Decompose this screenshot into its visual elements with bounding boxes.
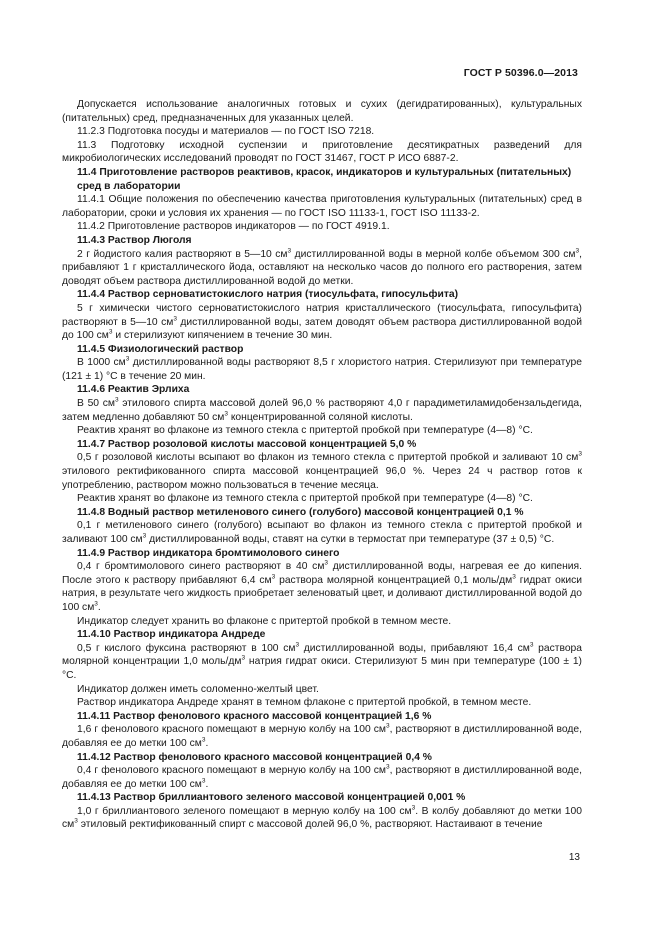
section-heading: 11.4.4 Раствор серноватистокислого натрия (тиосульфата, гипосульфита): [77, 289, 459, 301]
body-paragraph: 0,1 г метиленового синего (голубого) всыпают во флакон из темного стекла с притертой пробкой и заливают 100 $см^3$ дистиллированной воды, ставят на сутки в термостат при температуре (37 ± 0,5) °С.: [62, 520, 582, 545]
superscript: 3: [125, 355, 130, 363]
superscript: 3: [411, 804, 416, 812]
superscript: 3: [529, 641, 534, 649]
body-paragraph: 0,5 г кислого фуксина растворяют в 100 $см^3$ дистиллированной воды, прибавляют 16,4 $см^3$ раствора молярной концентрации 1,0 моль/$дм^3$ натрия гидрат окиси. Стерилизуют 5 мин при температуре (100 ± 1) °С.: [62, 641, 582, 681]
superscript: 3: [201, 736, 206, 744]
body-paragraph: Допускается использование аналогичных готовых и сухих (дегидратированных), культуральных (питательных) сред, предназначенных для указанных целей.: [62, 99, 582, 124]
body-paragraph: 0,4 г бромтимолового синего растворяют в 40 $см^3$ дистиллированной воды, нагревая ее до кипения. После этого к раствору прибавляют 6,4 $см^3$ раствора молярной концентрацией 0,1 моль/$дм^3$ гидрат окиси натрия, в результате чего жидкость приобретает зеленоватый цвет, и доливают дистиллированной водой до 100 $см^3$.: [62, 559, 583, 613]
section-heading: 11.4.7 Раствор розоловой кислоты массовой концентрацией 5,0 %: [77, 438, 417, 450]
body-paragraph: 1,0 г бриллиантового зеленого помещают в мерную колбу на 100 $см^3$. В колбу добавляют до метки 100 $см^3$ этиловый ректификованный спирт с массовой долей 96,0 %, растворяют. Настаивают в течение: [62, 804, 582, 831]
page-number: 13: [568, 852, 580, 863]
section-heading: 11.4.10 Раствор индикатора Андреде: [77, 629, 266, 641]
body-paragraph: Раствор индикатора Андреде хранят в темном флаконе с притертой пробкой, в темном месте.: [77, 697, 532, 709]
section-heading: 11.4.9 Раствор индикатора бромтимолового синего: [77, 547, 340, 559]
body-paragraph: 1,6 г фенолового красного помещают в мерную колбу на 100 $см^3$, растворяют в дистиллированной воде, добавляя ее до метки 100 $см^3$.: [62, 722, 583, 749]
section-heading: 11.4.12 Раствор фенолового красного массовой концентрацией 0,4 %: [77, 751, 432, 763]
superscript: 3: [578, 451, 582, 459]
superscript: 3: [241, 654, 246, 662]
document-header: ГОСТ Р 50396.0—2013: [463, 67, 578, 79]
document-body: [62, 98, 582, 832]
body-paragraph: Реактив хранят во флаконе из темного стекла с притертой пробкой при температуре (4—8) °С.: [77, 493, 533, 505]
superscript: 3: [94, 600, 98, 608]
body-paragraph: 2 г йодистого калия растворяют в 5—10 $см^3$ дистиллированной воды в мерной колбе объемом 300 $см^3$, прибавляют 1 г кристаллического йода, оставляют на несколько часов до полного его растворения, затем доводят объем раствора дистиллированной водой до метки.: [62, 247, 582, 287]
body-paragraph: 11.3 Подготовку исходной суспензии и приготовление десятикратных разведений для микробиологических исследований проводят по ГОСТ 31467, ГОСТ Р ИСО 6887-2.: [62, 139, 582, 165]
superscript: 3: [287, 247, 292, 255]
superscript: 3: [512, 573, 516, 581]
superscript: 3: [385, 763, 390, 771]
body-paragraph: 11.4.2 Приготовление растворов индикаторов — по ГОСТ 4919.1.: [77, 221, 390, 233]
section-heading: 11.4.11 Раствор фенолового красного массовой концентрацией 1,6 %: [77, 710, 432, 722]
body-paragraph: 5 г химически чистого серноватистокислого натрия кристаллического (тиосульфата, гипосульфита) растворяют в 5—10 $см^3$ дистиллированной воды, затем доводят объем раствора дистиллированной водой до 100 $см^3$ и стерилизуют кипячением в течение 30 мин.: [62, 302, 582, 342]
superscript: 3: [271, 573, 276, 581]
section-heading: 11.4.3 Раствор Люголя: [77, 234, 192, 246]
section-heading: 11.4.8 Водный раствор метиленового синего (голубого) массовой концентрацией 0,1 %: [77, 506, 524, 518]
body-paragraph: 11.4.1 Общие положения по обеспечению качества приготовления культуральных (питательных) сред в лаборатории, сроки и условия их хранения — по ГОСТ ISO 11133-1, ГОСТ ISO 11133-2.: [62, 194, 582, 219]
superscript: 3: [575, 247, 580, 255]
body-paragraph: В 50 $см^3$ этилового спирта массовой долей 96,0 % растворяют 4,0 г парадиметиламидобензальдегида, затем медленно добавляют 50 $см^3$ концентрированной соляной кислоты.: [62, 396, 582, 423]
body-paragraph: Реактив хранят во флаконе из темного стекла с притертой пробкой при температуре (4—8) °С.: [77, 425, 533, 437]
superscript: 3: [295, 641, 300, 649]
superscript: 3: [173, 315, 177, 323]
superscript: 3: [224, 410, 228, 418]
section-heading: 11.4.5 Физиологический раствор: [77, 343, 244, 355]
superscript: 3: [108, 328, 113, 336]
body-paragraph: 0,5 г розоловой кислоты всыпают во флакон из темного стекла с притертой пробкой и заливают 10 $см^3$ этилового ректификованного спирта массовой концентрацией 96,0 %. Через 24 ч раствор готов к употреблению, раствором можно пользоваться в течение месяца.: [62, 451, 582, 491]
superscript: 3: [201, 777, 206, 785]
superscript: 3: [74, 818, 78, 826]
superscript: 3: [385, 722, 390, 730]
body-paragraph: Индикатор следует хранить во флаконе с притертой пробкой в темном месте.: [77, 615, 452, 627]
superscript: 3: [114, 396, 119, 404]
section-heading: 11.4 Приготовление растворов реактивов, красок, индикаторов и культуральных (питательных) сред в лаборатории: [77, 166, 572, 192]
section-heading: 11.4.13 Раствор бриллиантового зеленого массовой концентрацией 0,001 %: [77, 792, 466, 804]
superscript: 3: [324, 559, 329, 567]
body-paragraph: Индикатор должен иметь соломенно-желтый цвет.: [77, 683, 319, 695]
body-paragraph: 0,4 г фенолового красного помещают в мерную колбу на 100 $см^3$, растворяют в дистиллированной воде, добавляя ее до метки 100 $см^3$.: [62, 763, 583, 790]
section-heading: 11.4.6 Реактив Эрлиха: [77, 384, 190, 396]
superscript: 3: [142, 532, 147, 540]
body-paragraph: В 1000 $см^3$ дистиллированной воды растворяют 8,5 г хлористого натрия. Стерилизуют при температуре (121 ± 1) °С в течение 20 мин.: [62, 355, 582, 382]
body-paragraph: 11.2.3 Подготовка посуды и материалов — по ГОСТ ISO 7218.: [77, 126, 375, 138]
